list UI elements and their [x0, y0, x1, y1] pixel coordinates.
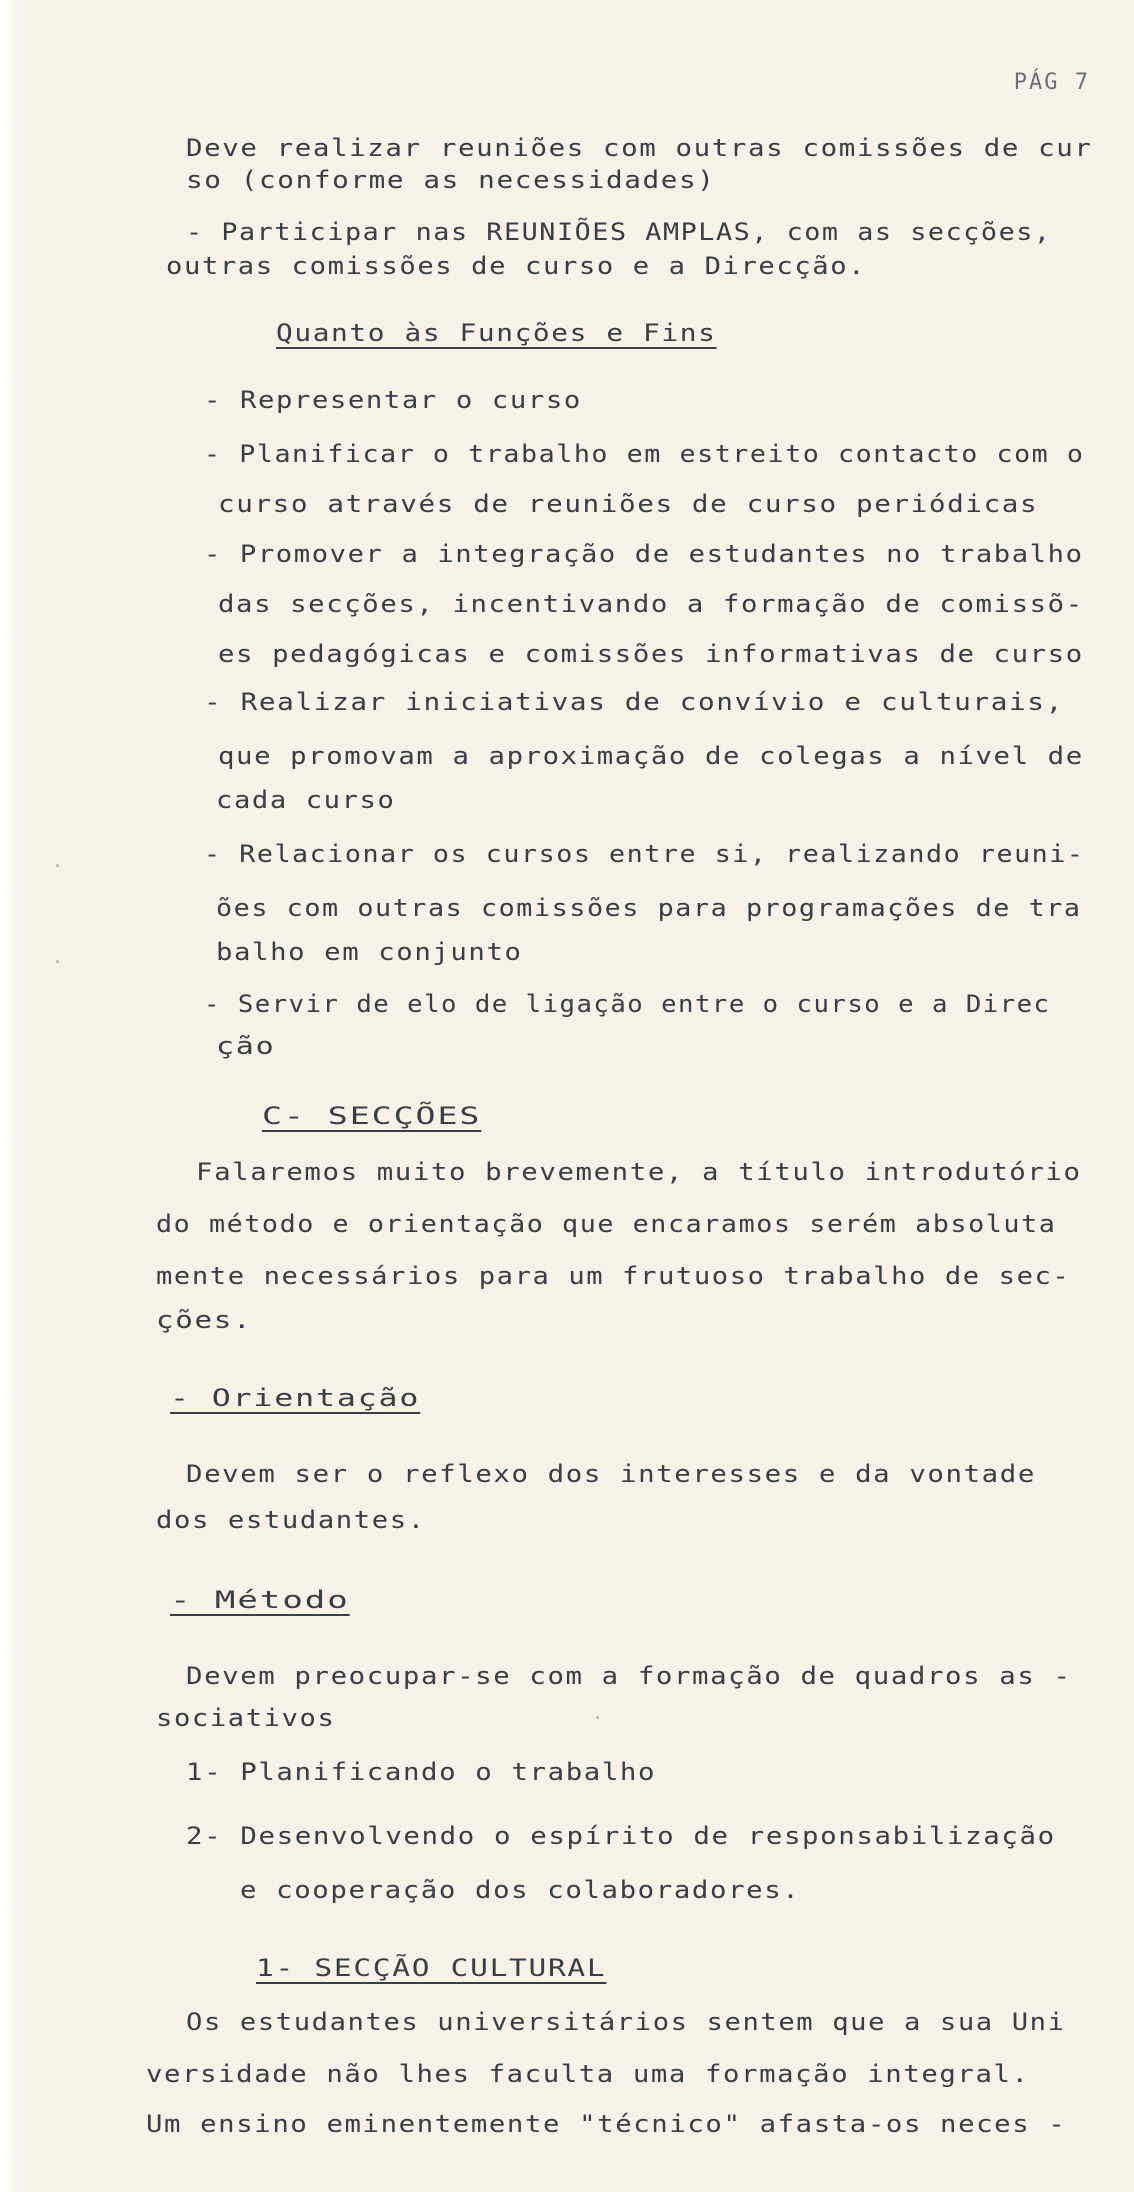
text-line: dos estudantes.: [156, 1506, 426, 1534]
text-line: das secções, incentivando a formação de comissõ-: [218, 590, 1084, 618]
section-heading: - Método: [170, 1586, 350, 1614]
paper-speck: [56, 864, 59, 867]
text-line: Devem preocupar-se com a formação de quadros as -: [186, 1662, 1072, 1690]
text-line: versidade não lhes faculta uma formação integral.: [146, 2060, 1030, 2088]
text-line: e cooperação dos colaboradores.: [240, 1876, 801, 1904]
text-line: - Participar nas REUNIÕES AMPLAS, com as secções,: [186, 218, 1052, 246]
section-heading: Quanto às Funções e Fins: [276, 319, 717, 347]
text-line: que promovam a aproximação de colegas a nível de: [218, 742, 1084, 770]
text-line: - Relacionar os cursos entre si, realizando reuni-: [204, 840, 1085, 868]
text-line: ões com outras comissões para programações de tra: [216, 894, 1082, 922]
text-line: outras comissões de curso e a Direcção.: [166, 252, 867, 280]
text-line: Devem ser o reflexo dos interesses e da vontade: [186, 1460, 1036, 1488]
text-line: 1- Planificando o trabalho: [186, 1758, 657, 1786]
text-line: - Planificar o trabalho em estreito contacto com o: [204, 440, 1085, 468]
text-line: mente necessários para um frutuoso trabalho de sec-: [156, 1262, 1071, 1290]
section-heading: - Orientação: [170, 1384, 421, 1412]
section-heading: C- SECÇÕES: [262, 1102, 482, 1130]
text-line: 2- Desenvolvendo o espírito de responsabilização: [186, 1822, 1056, 1850]
text-line: cada curso: [216, 786, 396, 814]
page-number: PÁG 7: [1013, 70, 1090, 95]
text-line: - Realizar iniciativas de convívio e culturais,: [204, 688, 1064, 716]
section-heading: 1- SECÇÃO CULTURAL: [256, 1954, 607, 1982]
text-line: es pedagógicas e comissões informativas de curso: [218, 640, 1084, 668]
text-line: balho em conjunto: [216, 938, 523, 966]
text-line: do método e orientação que encaramos serém absoluta: [156, 1210, 1057, 1238]
text-line: ção: [216, 1032, 276, 1060]
text-line: - Promover a integração de estudantes no trabalho: [204, 540, 1084, 568]
text-line: so (conforme as necessidades): [186, 166, 716, 194]
paper-speck: [596, 1716, 599, 1719]
text-line: curso através de reuniões de curso periódicas: [218, 490, 1039, 518]
text-line: Um ensino eminentemente "técnico" afasta-os neces -: [146, 2110, 1067, 2138]
text-line: Deve realizar reuniões com outras comissões de cur: [186, 134, 1093, 162]
text-line: - Servir de elo de ligação entre o curso e a Direc: [204, 990, 1051, 1018]
text-line: ções.: [156, 1306, 253, 1334]
text-line: Falaremos muito brevemente, a título introdutório: [196, 1158, 1082, 1186]
text-line: Os estudantes universitários sentem que a sua Uni: [186, 2008, 1066, 2036]
text-line: - Representar o curso: [204, 386, 582, 414]
text-line: sociativos: [156, 1704, 336, 1732]
paper-speck: [56, 960, 59, 963]
